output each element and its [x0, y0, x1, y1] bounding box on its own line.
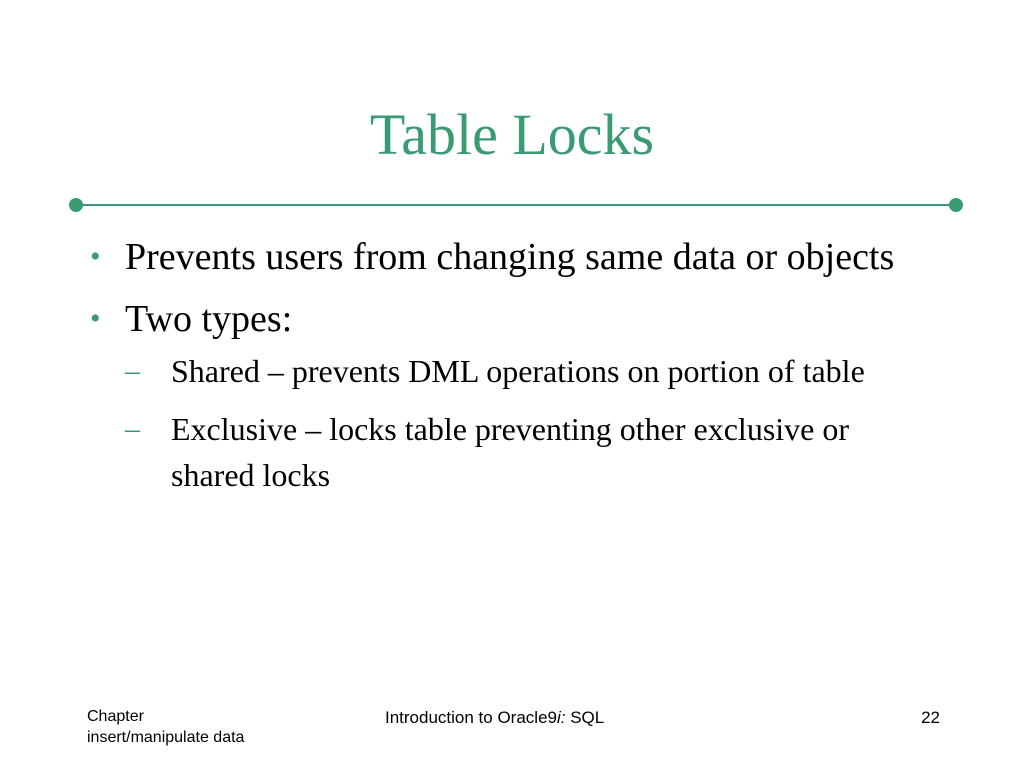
bullet-text: Two types:	[125, 298, 293, 340]
bullet-item	[90, 232, 940, 282]
footer-chapter	[87, 706, 244, 748]
bullet-list	[90, 232, 940, 510]
footer-course-title	[385, 707, 604, 728]
sub-bullet-list	[125, 348, 940, 498]
sub-bullet-item	[125, 406, 940, 498]
slide-title: Table Locks	[369, 102, 655, 167]
bullet-item	[90, 294, 940, 498]
divider-left-dot	[69, 198, 83, 212]
footer-chapter-line2: insert/manipulate data	[87, 729, 245, 746]
sub-bullet-marker: –	[125, 354, 140, 387]
page-number: 22	[921, 708, 940, 727]
footer-course-italic: i:	[556, 708, 566, 727]
sub-bullet-item	[125, 348, 940, 394]
sub-bullet-text: Shared – prevents DML operations on portion of table	[171, 353, 865, 389]
footer-chapter-line1: Chapter	[87, 708, 144, 725]
divider-right-dot	[949, 198, 963, 212]
bullet-text: Prevents users from changing same data or objects	[125, 236, 895, 278]
footer-course-suffix: SQL	[565, 708, 605, 727]
title-divider	[76, 204, 956, 206]
bullet-marker: •	[90, 302, 101, 335]
sub-bullet-text: Exclusive – locks table preventing other exclusive or shared locks	[171, 411, 850, 493]
bullet-marker: •	[90, 240, 101, 273]
footer-course-prefix: Introduction to Oracle9	[385, 708, 557, 727]
sub-bullet-marker: –	[125, 412, 140, 445]
